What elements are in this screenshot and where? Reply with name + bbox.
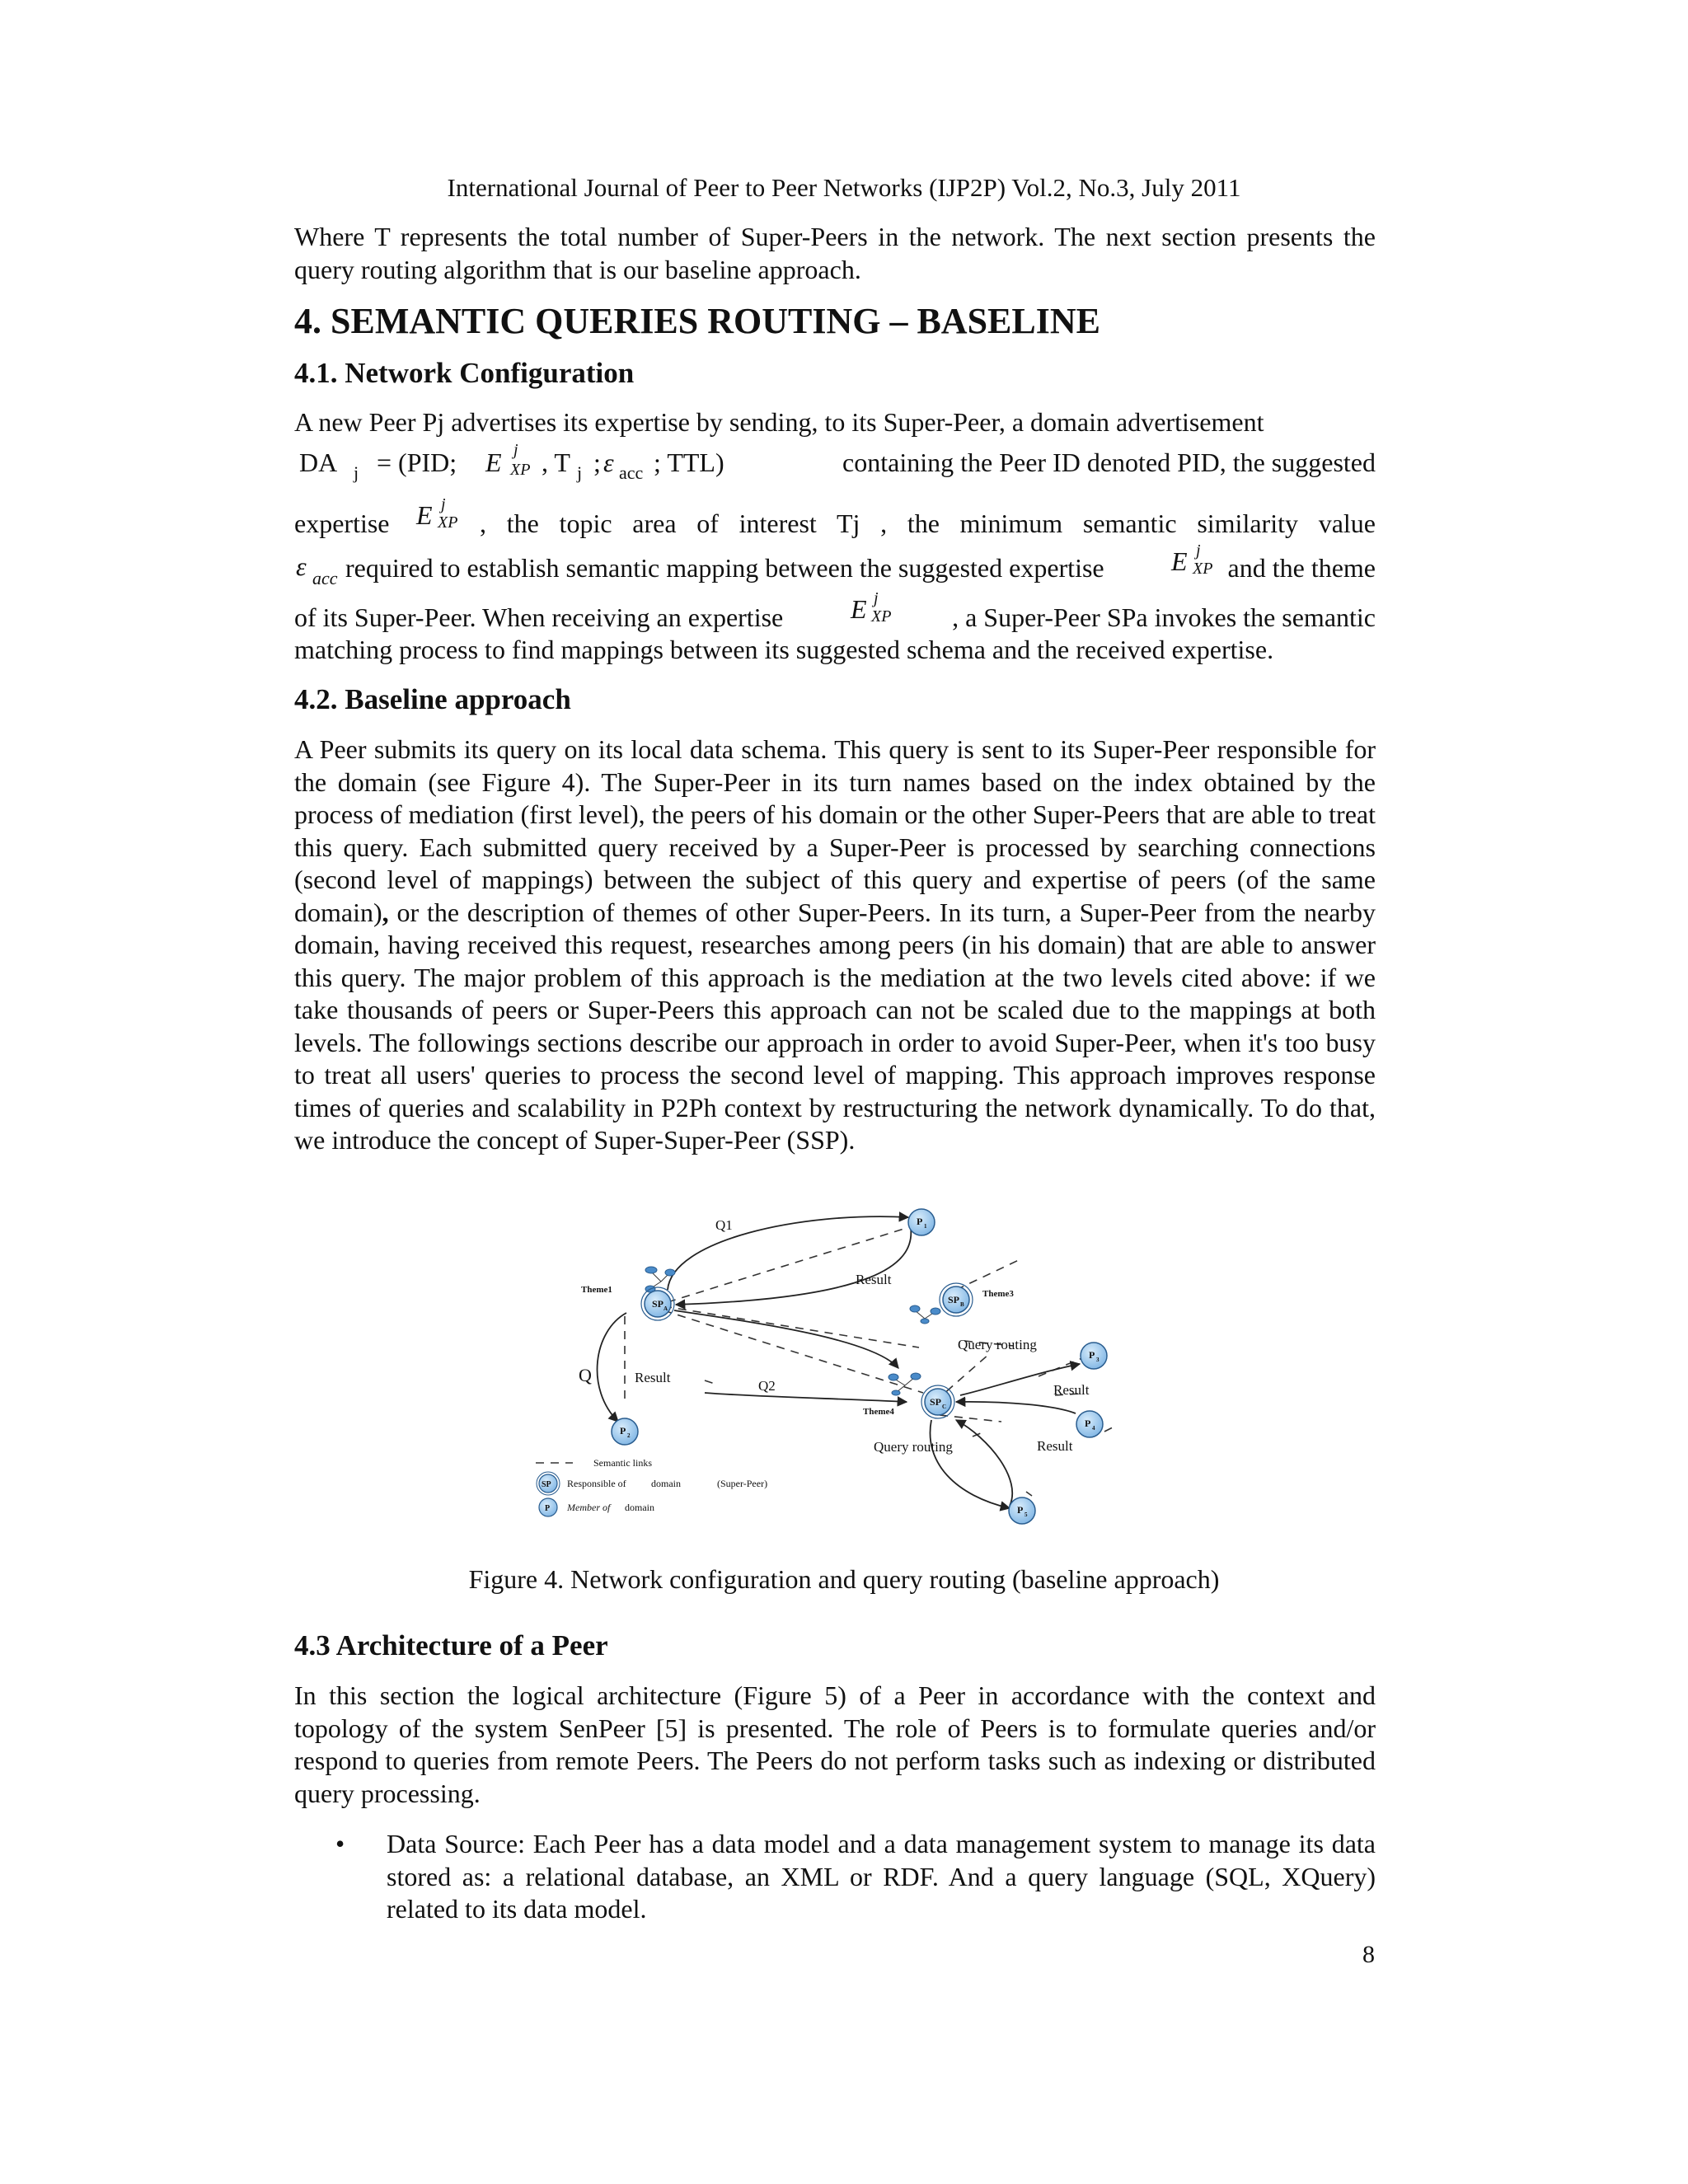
theme1-label: Theme1	[581, 1285, 612, 1295]
sec42-paragraph	[294, 733, 1376, 1157]
sec41-line6: matching process to find mappings between its suggested schema and the received expertise.	[294, 634, 1274, 664]
da-label: DA	[299, 447, 338, 477]
ttl: ; TTL)	[654, 447, 724, 477]
section-4-title: 4. SEMANTIC QUERIES ROUTING – BASELINE	[294, 301, 1100, 341]
e-symbol-2: E	[416, 499, 433, 530]
sec41-line3-tail: , the topic area of interest Tj , the minimum semantic similarity value	[480, 508, 1376, 538]
figure-4-legend	[536, 1457, 767, 1516]
section-4-1-title: 4.1. Network Configuration	[294, 357, 635, 389]
spb-sub: B	[960, 1301, 964, 1308]
e-superscript: j	[513, 440, 518, 459]
sec41-line2-tail: containing the Peer ID denoted PID, the suggested	[842, 447, 1376, 477]
p5-sub: 5	[1025, 1511, 1028, 1518]
sec41-line5	[294, 588, 1376, 632]
sec42-paragraph-a: A Peer submits its query on its local data schema. This query is sent to its Super-Peer responsible for the domain (see Figure 4). The Super-Peer in its turn names based on the index obtained by the process of mediation (first level), the peers of his domain or the other Super-Peers that are able to treat this query. Each submitted query received by a Super-Peer is processed by searching connections (second level of mappings) between the subject of this query and expertise of peers (of the same domain)	[294, 734, 1376, 927]
node-p5	[1009, 1497, 1035, 1524]
p5-label: P	[1017, 1504, 1024, 1516]
node-spa	[641, 1287, 674, 1320]
section-4-2-title: 4.2. Baseline approach	[294, 683, 571, 715]
page-number: 8	[1362, 1941, 1375, 1968]
da-formula-open: = (PID;	[377, 447, 457, 477]
sec42-paragraph-b: or the description of themes of other Super-Peers. In its turn, a Super-Peer from the nearby domain, having received this request, researches among peers (in his domain) that are able to answer this query. The major problem of this approach is the mediation at the two levels cited above: if we take thousands of peers or Super-Peers this approach can not be scaled due to the mappings at both levels. The followings sections describe our approach in order to avoid Super-Peer, when it's too busy to treat all users' queries to process the second level of mapping. This approach improves response times of queries and scalability in P2Ph context by restructuring the network dynamically. To do that, we introduce the concept of Super-Super-Peer (SSP).	[294, 897, 1376, 1155]
e-subscript-4: XP	[871, 607, 892, 626]
p1-label: P	[917, 1216, 923, 1227]
theme3-label: Theme3	[982, 1289, 1014, 1299]
p1-sub: 1	[924, 1223, 927, 1230]
legend-p-symbol: P	[545, 1504, 551, 1513]
bullet-data-source	[294, 1828, 1376, 1926]
sec41-line3	[294, 492, 1376, 546]
figure-4-caption: Figure 4. Network configuration and query routing (baseline approach)	[468, 1564, 1220, 1594]
legend-p-desc-a: Member of	[567, 1502, 611, 1513]
result-bottom-label: Result	[1037, 1438, 1073, 1454]
legend-semantic-links: Semantic links	[593, 1457, 652, 1469]
eps-subscript: acc	[619, 462, 644, 483]
legend-sp-symbol: SP	[542, 1480, 551, 1489]
section-4-1-heading-block	[294, 356, 1376, 391]
section-4-3-body	[294, 1680, 1376, 1810]
q-label: Q	[579, 1365, 592, 1385]
section-4-2-body	[294, 733, 1376, 1157]
e-symbol-4: E	[851, 593, 867, 624]
theme4-label: Theme4	[863, 1407, 894, 1417]
sec41-line5-tail: , a Super-Peer SPa invokes the semantic	[952, 602, 1376, 632]
eps-acc-subscript: acc	[312, 567, 338, 588]
query-routing-top-label: Query routing	[958, 1337, 1037, 1352]
e-subscript: XP	[510, 460, 531, 479]
legend-sp-desc-b: domain	[651, 1478, 681, 1489]
node-p1	[908, 1209, 935, 1235]
figure-4-diagram	[528, 1199, 1170, 1537]
bullet-text: Data Source: Each Peer has a data model and a data management system to manage its data stored as: a relational database, an XML or RDF. And a query language (SQL, XQuery) related to its data model.	[387, 1829, 1376, 1924]
spa-sub: A	[663, 1305, 668, 1312]
sec41-line4-mid: required to establish semantic mapping between the suggested expertise	[345, 552, 1104, 583]
node-spc	[921, 1385, 954, 1418]
spa-label: SP	[652, 1298, 664, 1310]
t-label: , T	[542, 447, 570, 477]
sec41-line3-head: expertise	[294, 508, 390, 538]
e-superscript-2: j	[441, 494, 446, 513]
da-subscript: j	[354, 462, 359, 483]
e-subscript-2: XP	[438, 513, 458, 532]
p2-label: P	[620, 1425, 626, 1436]
node-p3	[1081, 1343, 1107, 1369]
section-4-heading-block	[294, 301, 1376, 342]
sec43-paragraph: In this section the logical architecture (Figure 5) of a Peer in accordance with the context and topology of the system SenPeer [5] is presented. The role of Peers is to formulate queries and/or respond to queries from remote Peers. The Peers do not perform tasks such as indexing or distributed query processing.	[294, 1680, 1376, 1808]
spc-label: SP	[930, 1396, 942, 1408]
result-top-label: Result	[856, 1272, 892, 1287]
legend-p-desc-b: domain	[625, 1502, 654, 1513]
sec41-line1: A new Peer Pj advertises its expertise by sending, to its Super-Peer, a domain advertisement	[294, 407, 1264, 437]
semantic-links	[625, 1228, 1114, 1496]
sec41-line2: DA j = (PID; E j XP , T j ; ε acc ; TTL) containing the Peer ID denoted PID, the suggested	[299, 440, 1376, 483]
sec41-line5-head: of its Super-Peer. When receiving an expertise	[294, 602, 784, 632]
q2-label: Q2	[758, 1378, 776, 1394]
section-4-3-heading-block	[294, 1629, 1376, 1663]
p3-label: P	[1089, 1349, 1095, 1361]
e-superscript-3: j	[1196, 541, 1201, 560]
query-routing-bottom-label: Query routing	[874, 1439, 953, 1455]
bullet-marker: •	[335, 1829, 345, 1858]
eps-symbol: ε	[603, 447, 614, 477]
running-head: International Journal of Peer to Peer Networks (IJP2P) Vol.2, No.3, July 2011	[447, 173, 1241, 202]
e-superscript-4: j	[874, 588, 879, 607]
p4-label: P	[1085, 1418, 1091, 1429]
spb-label: SP	[948, 1294, 960, 1305]
intro-paragraph: Where T represents the total number of Super-Peers in the network. The next section presents the query routing algorithm that is our baseline approach.	[294, 222, 1376, 284]
node-spb	[940, 1283, 973, 1316]
theme-icon-4	[889, 1373, 921, 1395]
node-p4	[1076, 1411, 1103, 1437]
e-subscript-3: XP	[1193, 559, 1213, 578]
legend-sp-desc-a: Responsible of	[567, 1478, 626, 1489]
p3-sub: 3	[1096, 1357, 1100, 1363]
q1-label: Q1	[715, 1217, 733, 1233]
p4-sub: 4	[1092, 1425, 1095, 1432]
query-arrows	[598, 1216, 1080, 1508]
e-symbol: E	[485, 447, 502, 477]
t-subscript: j	[577, 462, 583, 483]
intro-paragraph-block	[294, 221, 1376, 286]
eps-symbol-2: ε	[296, 551, 307, 581]
section-4-1-body	[294, 406, 1376, 666]
spc-sub: C	[942, 1404, 947, 1410]
sec42-comma: ,	[382, 897, 389, 927]
node-p2	[612, 1418, 638, 1445]
e-symbol-3: E	[1171, 546, 1188, 576]
p2-sub: 2	[627, 1432, 631, 1439]
sec41-line4	[294, 541, 1376, 594]
sec41-line4-tail: and the theme	[1227, 552, 1376, 583]
legend-sp-desc-c: (Super-Peer)	[717, 1478, 768, 1489]
result-right-label: Result	[1053, 1382, 1090, 1398]
result-left-label: Result	[635, 1370, 671, 1385]
section-4-3-title: 4.3 Architecture of a Peer	[294, 1629, 608, 1661]
theme-icon-3	[910, 1305, 940, 1324]
section-4-2-heading-block	[294, 682, 1376, 717]
